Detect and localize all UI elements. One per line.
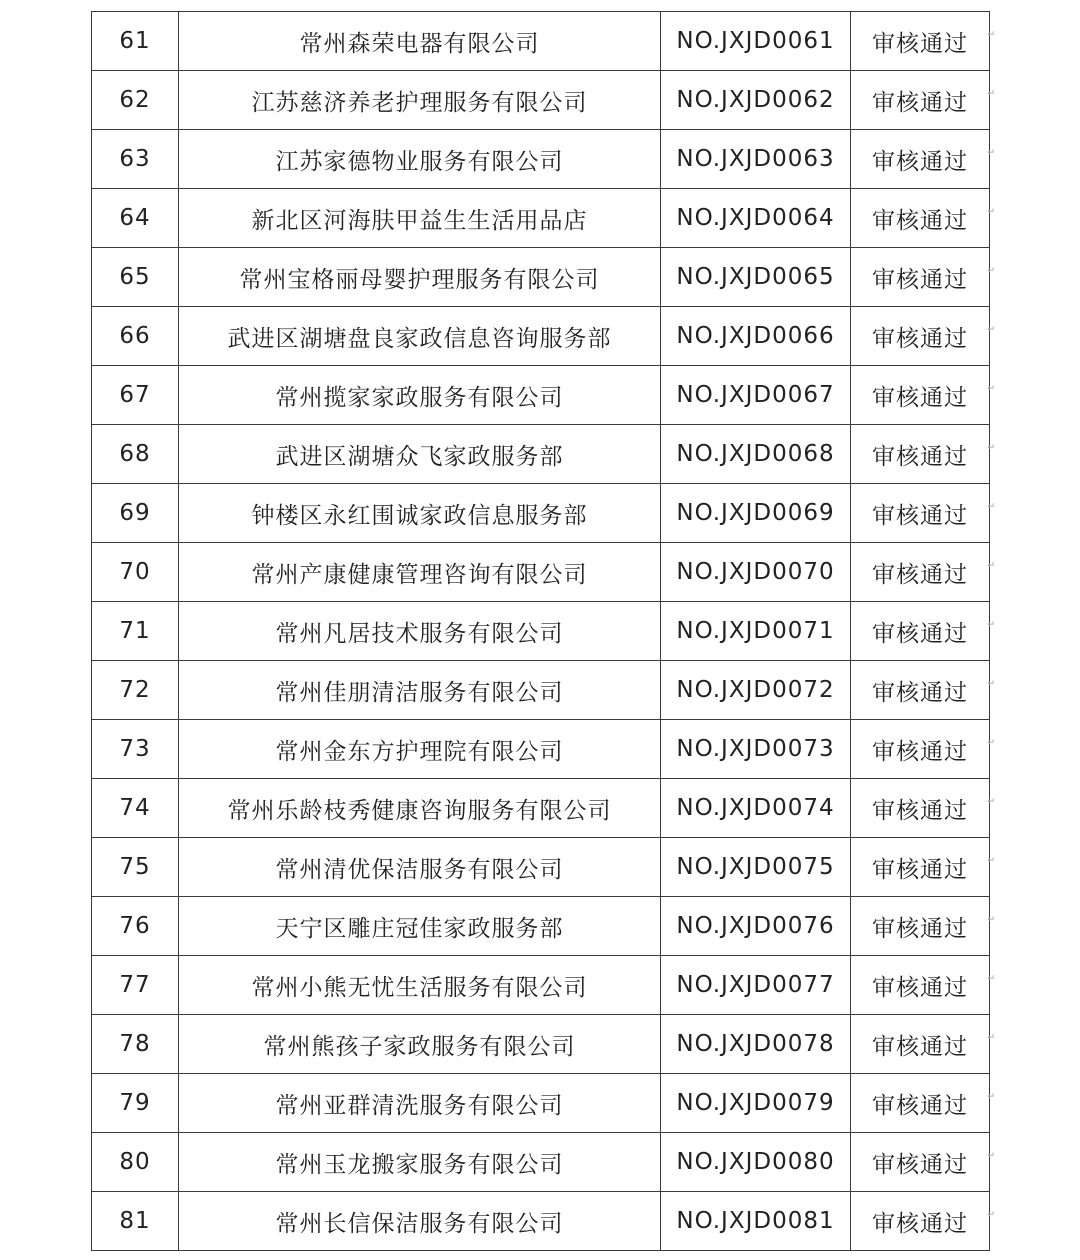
company-name: 常州凡居技术服务有限公司: [179, 602, 661, 661]
audit-status: [851, 366, 995, 425]
row-number: 80: [92, 1133, 179, 1192]
audit-status-label: 审核通过: [872, 89, 968, 116]
row-number: 81: [92, 1192, 179, 1251]
table-row: [92, 1074, 990, 1133]
row-end-mark-icon: ↵: [987, 148, 995, 158]
row-number: 65: [92, 248, 179, 307]
company-name: 常州宝格丽母婴护理服务有限公司: [179, 248, 661, 307]
table-row: [92, 366, 990, 425]
company-name: 常州森荣电器有限公司: [179, 12, 661, 71]
audit-status-label: 审核通过: [872, 1151, 968, 1178]
row-end-mark-icon: ↵: [987, 89, 995, 99]
company-name: 常州金东方护理院有限公司: [179, 720, 661, 779]
certificate-number: NO.JXJD0077: [661, 956, 851, 1015]
certificate-number: NO.JXJD0064: [661, 189, 851, 248]
company-name: 常州佳朋清洁服务有限公司: [179, 661, 661, 720]
row-end-mark-icon: ↵: [987, 856, 995, 866]
audit-status: [851, 425, 995, 484]
audit-status-label: 审核通过: [872, 1033, 968, 1060]
audit-status: [851, 779, 995, 838]
table-row: [92, 307, 990, 366]
certificate-number: NO.JXJD0063: [661, 130, 851, 189]
row-number: 66: [92, 307, 179, 366]
certificate-number: NO.JXJD0070: [661, 543, 851, 602]
certificate-number: NO.JXJD0081: [661, 1192, 851, 1251]
table-row: [92, 838, 990, 897]
row-end-mark-icon: ↵: [987, 1210, 995, 1220]
certificate-number: NO.JXJD0071: [661, 602, 851, 661]
row-number: 62: [92, 71, 179, 130]
row-end-mark-icon: ↵: [987, 30, 995, 40]
row-number: 76: [92, 897, 179, 956]
audit-status-label: 审核通过: [872, 738, 968, 765]
company-name: 常州清优保洁服务有限公司: [179, 838, 661, 897]
row-end-mark-icon: ↵: [987, 915, 995, 925]
row-end-mark-icon: ↵: [987, 679, 995, 689]
row-end-mark-icon: ↵: [987, 266, 995, 276]
company-name: 江苏家德物业服务有限公司: [179, 130, 661, 189]
certificate-number: NO.JXJD0075: [661, 838, 851, 897]
audit-status-label: 审核通过: [872, 30, 968, 57]
audit-status: [851, 248, 995, 307]
document-page: [91, 11, 995, 1251]
audit-status-label: 审核通过: [872, 502, 968, 529]
certificate-number: NO.JXJD0065: [661, 248, 851, 307]
audit-status: [851, 484, 995, 543]
certificate-number: NO.JXJD0078: [661, 1015, 851, 1074]
approval-list-table: [91, 11, 995, 1251]
audit-status: [851, 720, 995, 779]
table-row: [92, 720, 990, 779]
table-row: [92, 1133, 990, 1192]
table-row: [92, 12, 990, 71]
row-number: 77: [92, 956, 179, 1015]
certificate-number: NO.JXJD0067: [661, 366, 851, 425]
row-end-mark-icon: ↵: [987, 974, 995, 984]
company-name: 武进区湖塘众飞家政服务部: [179, 425, 661, 484]
certificate-number: NO.JXJD0066: [661, 307, 851, 366]
company-name: 常州乐龄枝秀健康咨询服务有限公司: [179, 779, 661, 838]
table-row: [92, 779, 990, 838]
certificate-number: NO.JXJD0073: [661, 720, 851, 779]
audit-status: [851, 956, 995, 1015]
audit-status: [851, 661, 995, 720]
audit-status-label: 审核通过: [872, 974, 968, 1001]
audit-status: [851, 71, 995, 130]
row-end-mark-icon: ↵: [987, 1151, 995, 1161]
table-row: [92, 661, 990, 720]
certificate-number: NO.JXJD0069: [661, 484, 851, 543]
table-row: [92, 484, 990, 543]
audit-status-label: 审核通过: [872, 1092, 968, 1119]
company-name: 常州玉龙搬家服务有限公司: [179, 1133, 661, 1192]
audit-status-label: 审核通过: [872, 1210, 968, 1237]
table-row: [92, 543, 990, 602]
row-end-mark-icon: ↵: [987, 502, 995, 512]
certificate-number: NO.JXJD0080: [661, 1133, 851, 1192]
company-name: 钟楼区永红围诚家政信息服务部: [179, 484, 661, 543]
row-number: 68: [92, 425, 179, 484]
audit-status: [851, 602, 995, 661]
audit-status: [851, 189, 995, 248]
table-row: [92, 1192, 990, 1251]
audit-status: [851, 838, 995, 897]
table-row: [92, 1015, 990, 1074]
table-row: [92, 956, 990, 1015]
row-number: 69: [92, 484, 179, 543]
audit-status-label: 审核通过: [872, 620, 968, 647]
row-end-mark-icon: ↵: [987, 561, 995, 571]
table-row: [92, 425, 990, 484]
table-row: [92, 189, 990, 248]
row-end-mark-icon: ↵: [987, 1092, 995, 1102]
audit-status: [851, 1074, 995, 1133]
company-name: 天宁区雕庄冠佳家政服务部: [179, 897, 661, 956]
audit-status: [851, 1015, 995, 1074]
audit-status-label: 审核通过: [872, 679, 968, 706]
row-end-mark-icon: ↵: [987, 1033, 995, 1043]
company-name: 常州亚群清洗服务有限公司: [179, 1074, 661, 1133]
row-number: 74: [92, 779, 179, 838]
audit-status-label: 审核通过: [872, 384, 968, 411]
certificate-number: NO.JXJD0079: [661, 1074, 851, 1133]
certificate-number: NO.JXJD0076: [661, 897, 851, 956]
audit-status-label: 审核通过: [872, 797, 968, 824]
company-name: 常州长信保洁服务有限公司: [179, 1192, 661, 1251]
audit-status-label: 审核通过: [872, 207, 968, 234]
row-number: 70: [92, 543, 179, 602]
table-row: [92, 897, 990, 956]
table-row: [92, 248, 990, 307]
row-number: 79: [92, 1074, 179, 1133]
audit-status: [851, 130, 995, 189]
audit-status-label: 审核通过: [872, 915, 968, 942]
audit-status: [851, 307, 995, 366]
row-end-mark-icon: ↵: [987, 384, 995, 394]
row-end-mark-icon: ↵: [987, 620, 995, 630]
table-row: [92, 130, 990, 189]
certificate-number: NO.JXJD0074: [661, 779, 851, 838]
company-name: 江苏慈济养老护理服务有限公司: [179, 71, 661, 130]
audit-status: [851, 543, 995, 602]
row-number: 78: [92, 1015, 179, 1074]
table-row: [92, 602, 990, 661]
table-body: [92, 12, 995, 1251]
row-number: 63: [92, 130, 179, 189]
audit-status-label: 审核通过: [872, 443, 968, 470]
row-number: 71: [92, 602, 179, 661]
row-end-mark-icon: ↵: [987, 797, 995, 807]
row-number: 72: [92, 661, 179, 720]
row-end-mark-icon: ↵: [987, 443, 995, 453]
audit-status: [851, 1192, 995, 1251]
audit-status-label: 审核通过: [872, 325, 968, 352]
row-number: 61: [92, 12, 179, 71]
audit-status-label: 审核通过: [872, 856, 968, 883]
certificate-number: NO.JXJD0062: [661, 71, 851, 130]
company-name: 常州熊孩子家政服务有限公司: [179, 1015, 661, 1074]
certificate-number: NO.JXJD0061: [661, 12, 851, 71]
certificate-number: NO.JXJD0068: [661, 425, 851, 484]
row-number: 73: [92, 720, 179, 779]
certificate-number: NO.JXJD0072: [661, 661, 851, 720]
row-number: 67: [92, 366, 179, 425]
company-name: 武进区湖塘盘良家政信息咨询服务部: [179, 307, 661, 366]
company-name: 常州揽家家政服务有限公司: [179, 366, 661, 425]
audit-status-label: 审核通过: [872, 148, 968, 175]
company-name: 新北区河海肤甲益生生活用品店: [179, 189, 661, 248]
company-name: 常州产康健康管理咨询有限公司: [179, 543, 661, 602]
row-number: 64: [92, 189, 179, 248]
row-end-mark-icon: ↵: [987, 738, 995, 748]
row-end-mark-icon: ↵: [987, 325, 995, 335]
audit-status: [851, 12, 995, 71]
row-end-mark-icon: ↵: [987, 207, 995, 217]
audit-status: [851, 897, 995, 956]
row-number: 75: [92, 838, 179, 897]
audit-status-label: 审核通过: [872, 561, 968, 588]
table-row: [92, 71, 990, 130]
audit-status: [851, 1133, 995, 1192]
company-name: 常州小熊无忧生活服务有限公司: [179, 956, 661, 1015]
audit-status-label: 审核通过: [872, 266, 968, 293]
